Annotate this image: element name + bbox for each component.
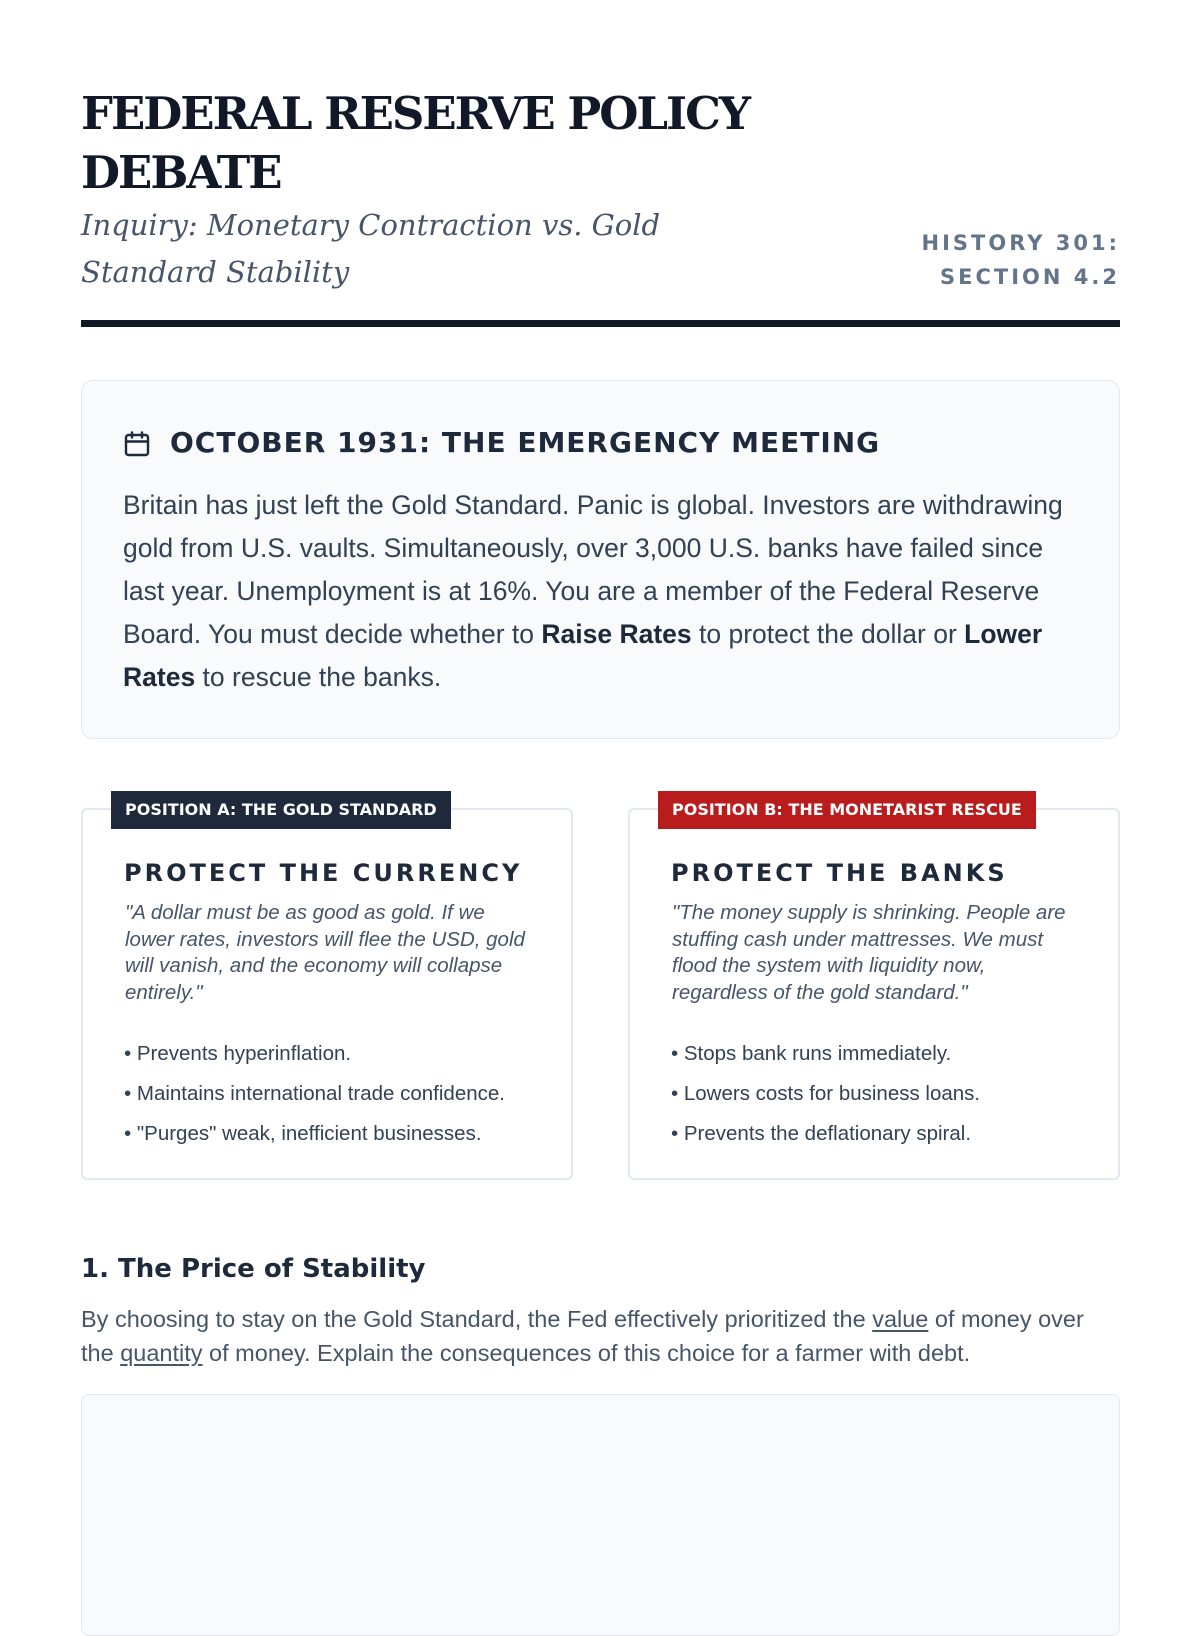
position-b-points: [671, 1034, 1091, 1154]
scenario-box: [81, 380, 1120, 739]
worksheet-header: [81, 82, 1120, 327]
position-a-card: [81, 800, 573, 1180]
question-text-end: of money. Explain the consequences of this choice for a farmer with debt.: [202, 1340, 971, 1366]
scenario-title: OCTOBER 1931: THE EMERGENCY MEETING: [170, 426, 881, 459]
list-item: • Prevents the deflationary spiral.: [671, 1114, 1091, 1154]
position-b-card: [628, 800, 1120, 1180]
list-item: • Prevents hyperinflation.: [124, 1034, 544, 1074]
term-quantity: quantity: [120, 1340, 203, 1366]
option-raise-rates: Raise Rates: [541, 619, 692, 649]
scenario-text-end: to rescue the banks.: [195, 662, 442, 692]
list-item: • Maintains international trade confidence.: [124, 1074, 544, 1114]
position-a-points: [124, 1034, 544, 1154]
position-a-quote: "A dollar must be as good as gold. If we lower rates, investors will flee the USD, gold will vanish, and the economy will collapse entirely.": [125, 901, 525, 1004]
position-b-quote: "The money supply is shrinking. People are stuffing cash under mattresses. We must flood the system with liquidity now, regardless of the gold standard.": [672, 901, 1066, 1004]
page-title: FEDERAL RESERVE POLICY DEBATE: [81, 87, 750, 199]
page-subtitle: Inquiry: Monetary Contraction vs. Gold Standard Stability: [81, 208, 661, 289]
option-lower-rates: Lower Rates: [123, 619, 1043, 692]
header-divider: [81, 320, 1120, 327]
scenario-description: [123, 484, 1083, 699]
question-text-start: By choosing to stay on the Gold Standard, the Fed effectively prioritized the: [81, 1306, 873, 1332]
list-item: • Lowers costs for business loans.: [671, 1074, 1091, 1114]
calendar-icon: [124, 431, 150, 457]
scenario-text-mid: to protect the dollar or: [691, 619, 965, 649]
question-text-mid: of money over the: [81, 1306, 1084, 1366]
list-item: • "Purges" weak, inefficient businesses.: [124, 1114, 544, 1154]
question-prompt: [81, 1302, 1121, 1370]
position-a-tag: POSITION A: THE GOLD STANDARD: [111, 791, 451, 829]
position-a-heading: PROTECT THE CURRENCY: [124, 859, 523, 887]
question-title: 1. The Price of Stability: [81, 1254, 426, 1284]
position-b-heading: PROTECT THE BANKS: [671, 859, 1008, 887]
term-value: value: [872, 1306, 929, 1332]
scenario-text-intro: Britain has just left the Gold Standard. Panic is global. Investors are withdrawing gold from U.S. vaults. Simultaneously, over 3,000 U.S. banks have failed since last year. Unemployment is at 16%. You are a member of the Federal Reserve Board. You must decide whether to: [123, 490, 1063, 649]
course-label: HISTORY 301: SECTION 4.2: [921, 231, 1120, 289]
list-item: • Stops bank runs immediately.: [671, 1034, 1091, 1074]
position-b-tag: POSITION B: THE MONETARIST RESCUE: [658, 791, 1036, 829]
